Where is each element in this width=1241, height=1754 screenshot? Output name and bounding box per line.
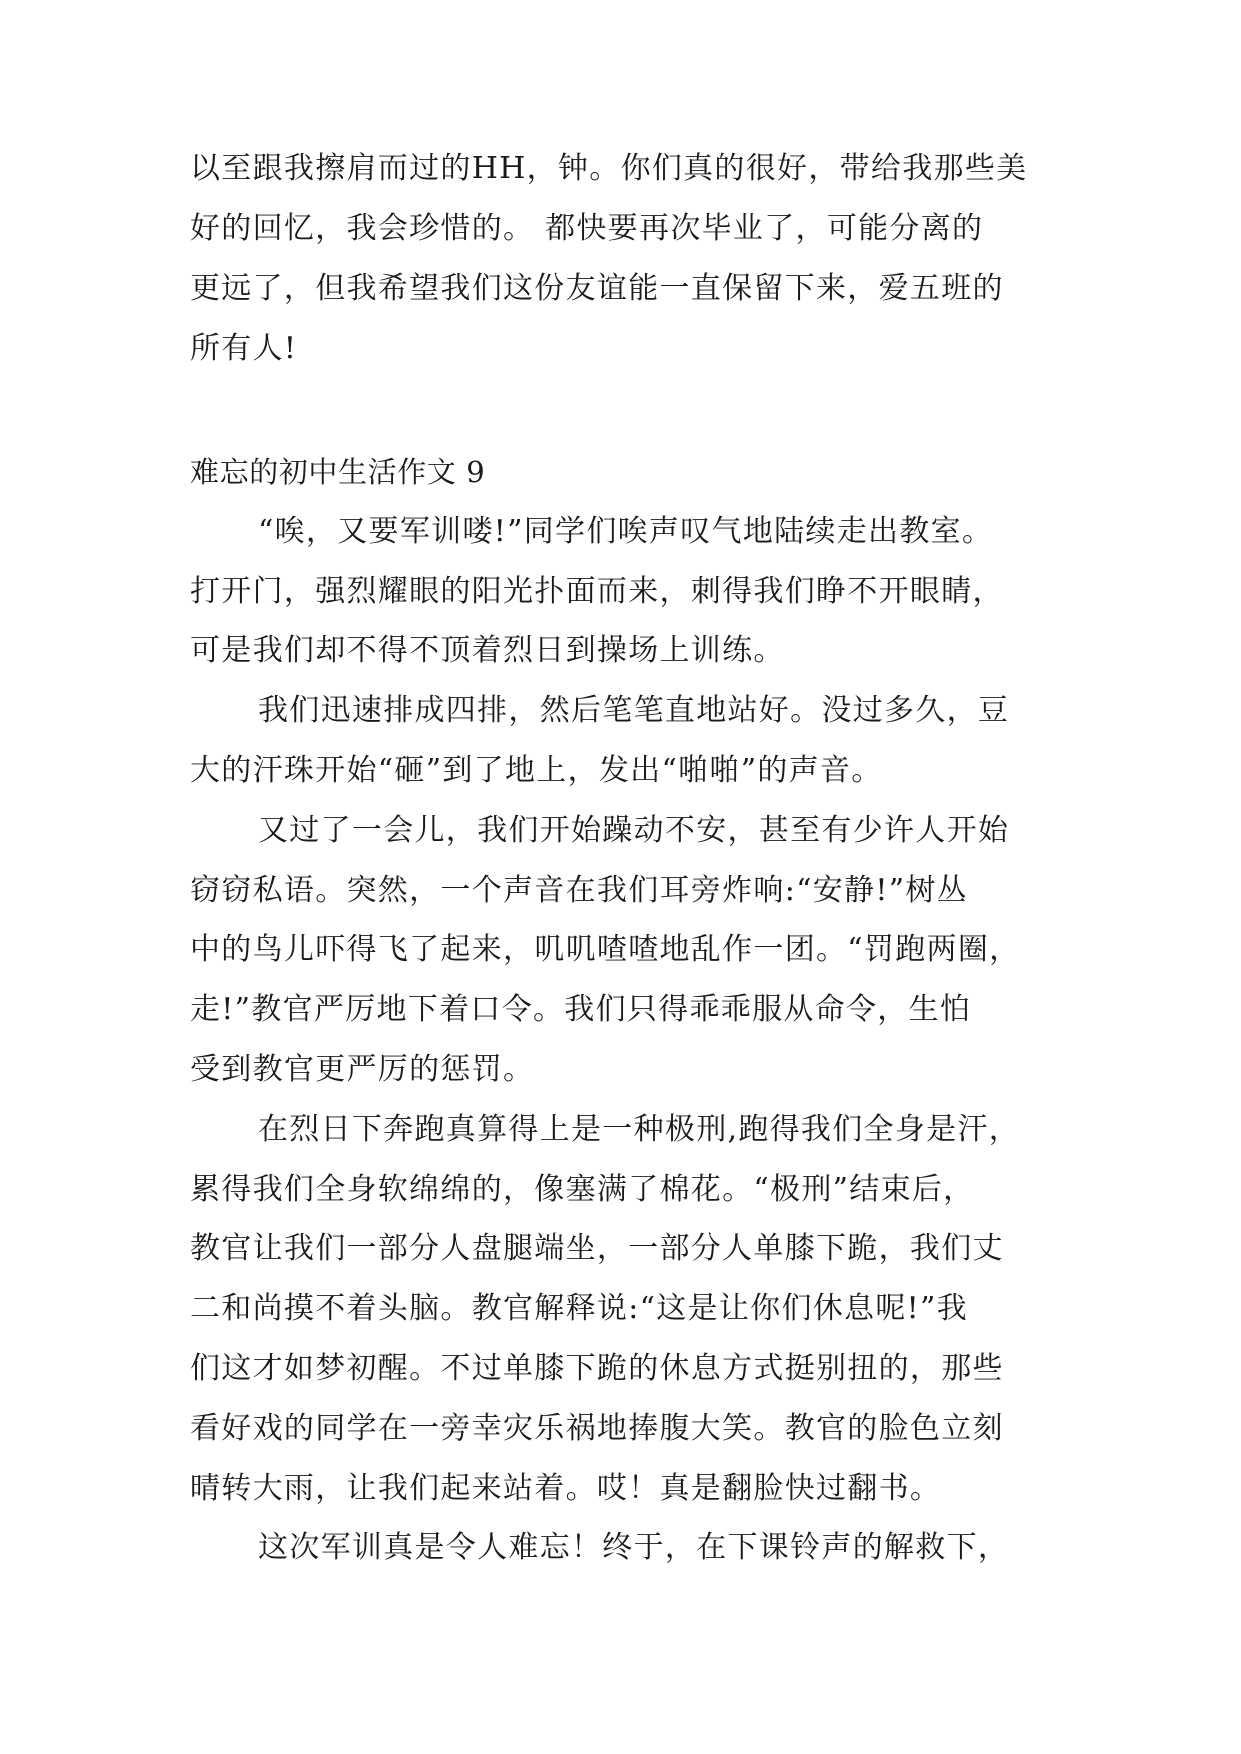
text-line: 们这才如梦初醒。不过单膝下跪的休息方式挺别扭的，那些 bbox=[190, 1351, 1004, 1386]
paragraph-first-line: 这次军训真是令人难忘！终于，在下课铃声的解救下， bbox=[258, 1530, 1010, 1565]
text-line: 好的回忆，我会珍惜的。 都快要再次毕业了，可能分离的 bbox=[190, 211, 984, 246]
text-line: 晴转大雨，让我们起来站着。哎！真是翻脸快过翻书。 bbox=[190, 1471, 942, 1506]
paragraph-first-line: 我们迅速排成四排，然后笔笔直地站好。没过多久，豆 bbox=[258, 693, 1010, 728]
paragraph-first-line: “唉，又要军训喽!”同学们唉声叹气地陆续走出教室。 bbox=[258, 514, 994, 549]
text-line: 受到教官更严厉的惩罚。 bbox=[190, 1052, 535, 1087]
text-line: 看好戏的同学在一旁幸灾乐祸地捧腹大笑。教官的脸色立刻 bbox=[190, 1411, 1004, 1446]
text-line: 教官让我们一部分人盘腿端坐，一部分人单膝下跪，我们丈 bbox=[190, 1231, 1004, 1266]
text-line: 可是我们却不得不顶着烈日到操场上训练。 bbox=[190, 633, 785, 668]
text-line: 大的汗珠开始“砸”到了地上，发出“啪啪”的声音。 bbox=[190, 753, 883, 788]
text-line: 窃窃私语。突然，一个声音在我们耳旁炸响:“安静!”树丛 bbox=[190, 873, 968, 908]
section-title: 难忘的初中生活作文 9 bbox=[190, 455, 486, 489]
text-line: 走!”教官严厉地下着口令。我们只得乖乖服从命令，生怕 bbox=[190, 992, 972, 1027]
text-line: 中的鸟儿吓得飞了起来，叽叽喳喳地乱作一团。“罚跑两圈， bbox=[190, 932, 1021, 967]
paragraph-first-line: 在烈日下奔跑真算得上是一种极刑,跑得我们全身是汗， bbox=[258, 1112, 1021, 1147]
paragraph-first-line: 又过了一会儿，我们开始躁动不安，甚至有少许人开始 bbox=[258, 813, 1010, 848]
text-line: 所有人! bbox=[190, 331, 298, 366]
text-line: 累得我们全身软绵绵的，像塞满了棉花。“极刑”结束后， bbox=[190, 1172, 975, 1207]
text-line: 更远了，但我希望我们这份友谊能一直保留下来，爱五班的 bbox=[190, 271, 1004, 306]
text-line: 以至跟我擦肩而过的HH，钟。你们真的很好，带给我那些美 bbox=[190, 151, 1028, 186]
text-line: 打开门，强烈耀眼的阳光扑面而来，刺得我们睁不开眼睛， bbox=[190, 574, 1004, 609]
text-line: 二和尚摸不着头脑。教官解释说:“这是让你们休息呢!”我 bbox=[190, 1291, 968, 1326]
